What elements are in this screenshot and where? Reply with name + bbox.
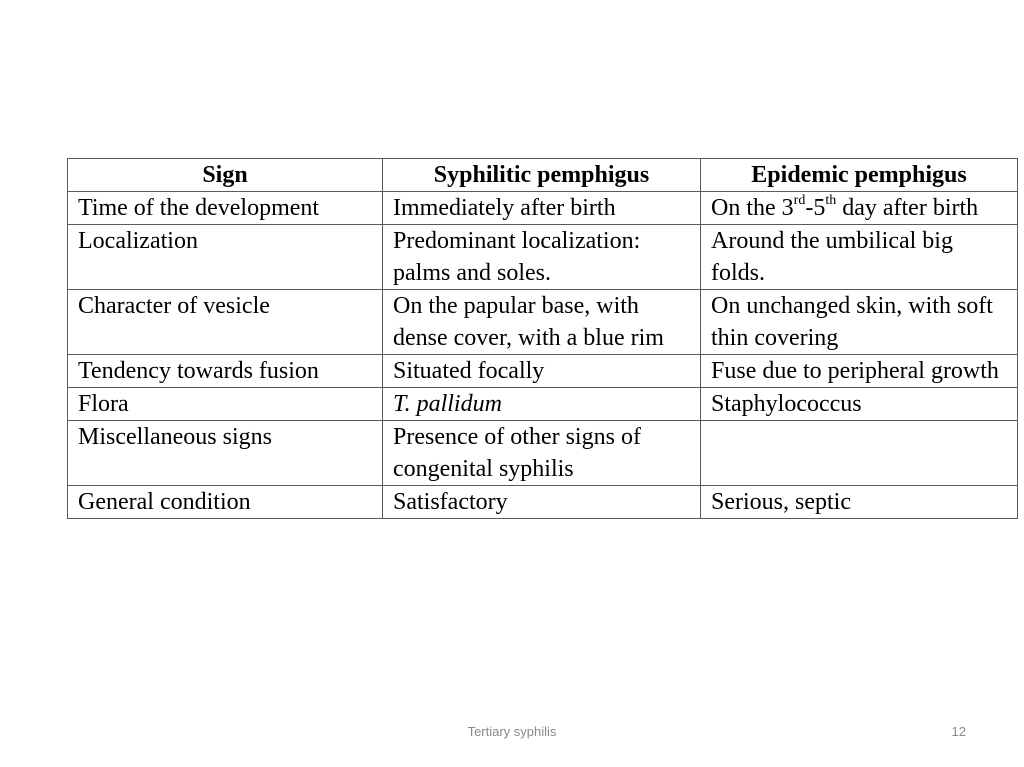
cell-epidemic: On unchanged skin, with soft thin covering: [701, 290, 1018, 355]
cell-epidemic: [701, 192, 1018, 225]
cell-sign: Character of vesicle: [68, 290, 383, 355]
cell-syphilitic: Satisfactory: [383, 486, 701, 519]
slide-number: 12: [951, 724, 966, 739]
cell-epidemic: Staphylococcus: [701, 388, 1018, 421]
cell-epidemic: Around the umbilical big folds.: [701, 225, 1018, 290]
cell-epidemic: Serious, septic: [701, 486, 1018, 519]
table-header-row: [68, 159, 1018, 192]
cell-sign: Tendency towards fusion: [68, 355, 383, 388]
table-row: [68, 421, 1018, 486]
table-row: [68, 355, 1018, 388]
epidemic-time-suffix: day after birth: [836, 195, 979, 221]
cell-syphilitic: Immediately after birth: [383, 192, 701, 225]
cell-syphilitic: Predominant localization: palms and soles.: [383, 225, 701, 290]
epidemic-time-prefix: On the 3: [711, 195, 794, 221]
comparison-table: [67, 158, 1018, 519]
table-row: [68, 225, 1018, 290]
cell-epidemic: [701, 421, 1018, 486]
epidemic-time-mid: -5: [805, 195, 826, 221]
cell-sign: Time of the development: [68, 192, 383, 225]
cell-epidemic: Fuse due to peripheral growth: [701, 355, 1018, 388]
table-row: [68, 388, 1018, 421]
cell-sign: Flora: [68, 388, 383, 421]
header-syphilitic-pemphigus: Syphilitic pemphigus: [383, 159, 701, 192]
table-row: [68, 192, 1018, 225]
cell-sign: Miscellaneous signs: [68, 421, 383, 486]
cell-syphilitic: Situated focally: [383, 355, 701, 388]
cell-syphilitic: On the papular base, with dense cover, with a blue rim: [383, 290, 701, 355]
header-sign: Sign: [68, 159, 383, 192]
header-epidemic-pemphigus: Epidemic pemphigus: [701, 159, 1018, 192]
epidemic-time-sup-th: th: [825, 193, 837, 208]
cell-syphilitic: T. pallidum: [383, 388, 701, 421]
table-row: [68, 290, 1018, 355]
table-row: [68, 486, 1018, 519]
cell-syphilitic: Presence of other signs of congenital syphilis: [383, 421, 701, 486]
cell-sign: Localization: [68, 225, 383, 290]
footer-title: Tertiary syphilis: [467, 724, 557, 739]
epidemic-time-sup-rd: rd: [793, 193, 806, 208]
cell-sign: General condition: [68, 486, 383, 519]
